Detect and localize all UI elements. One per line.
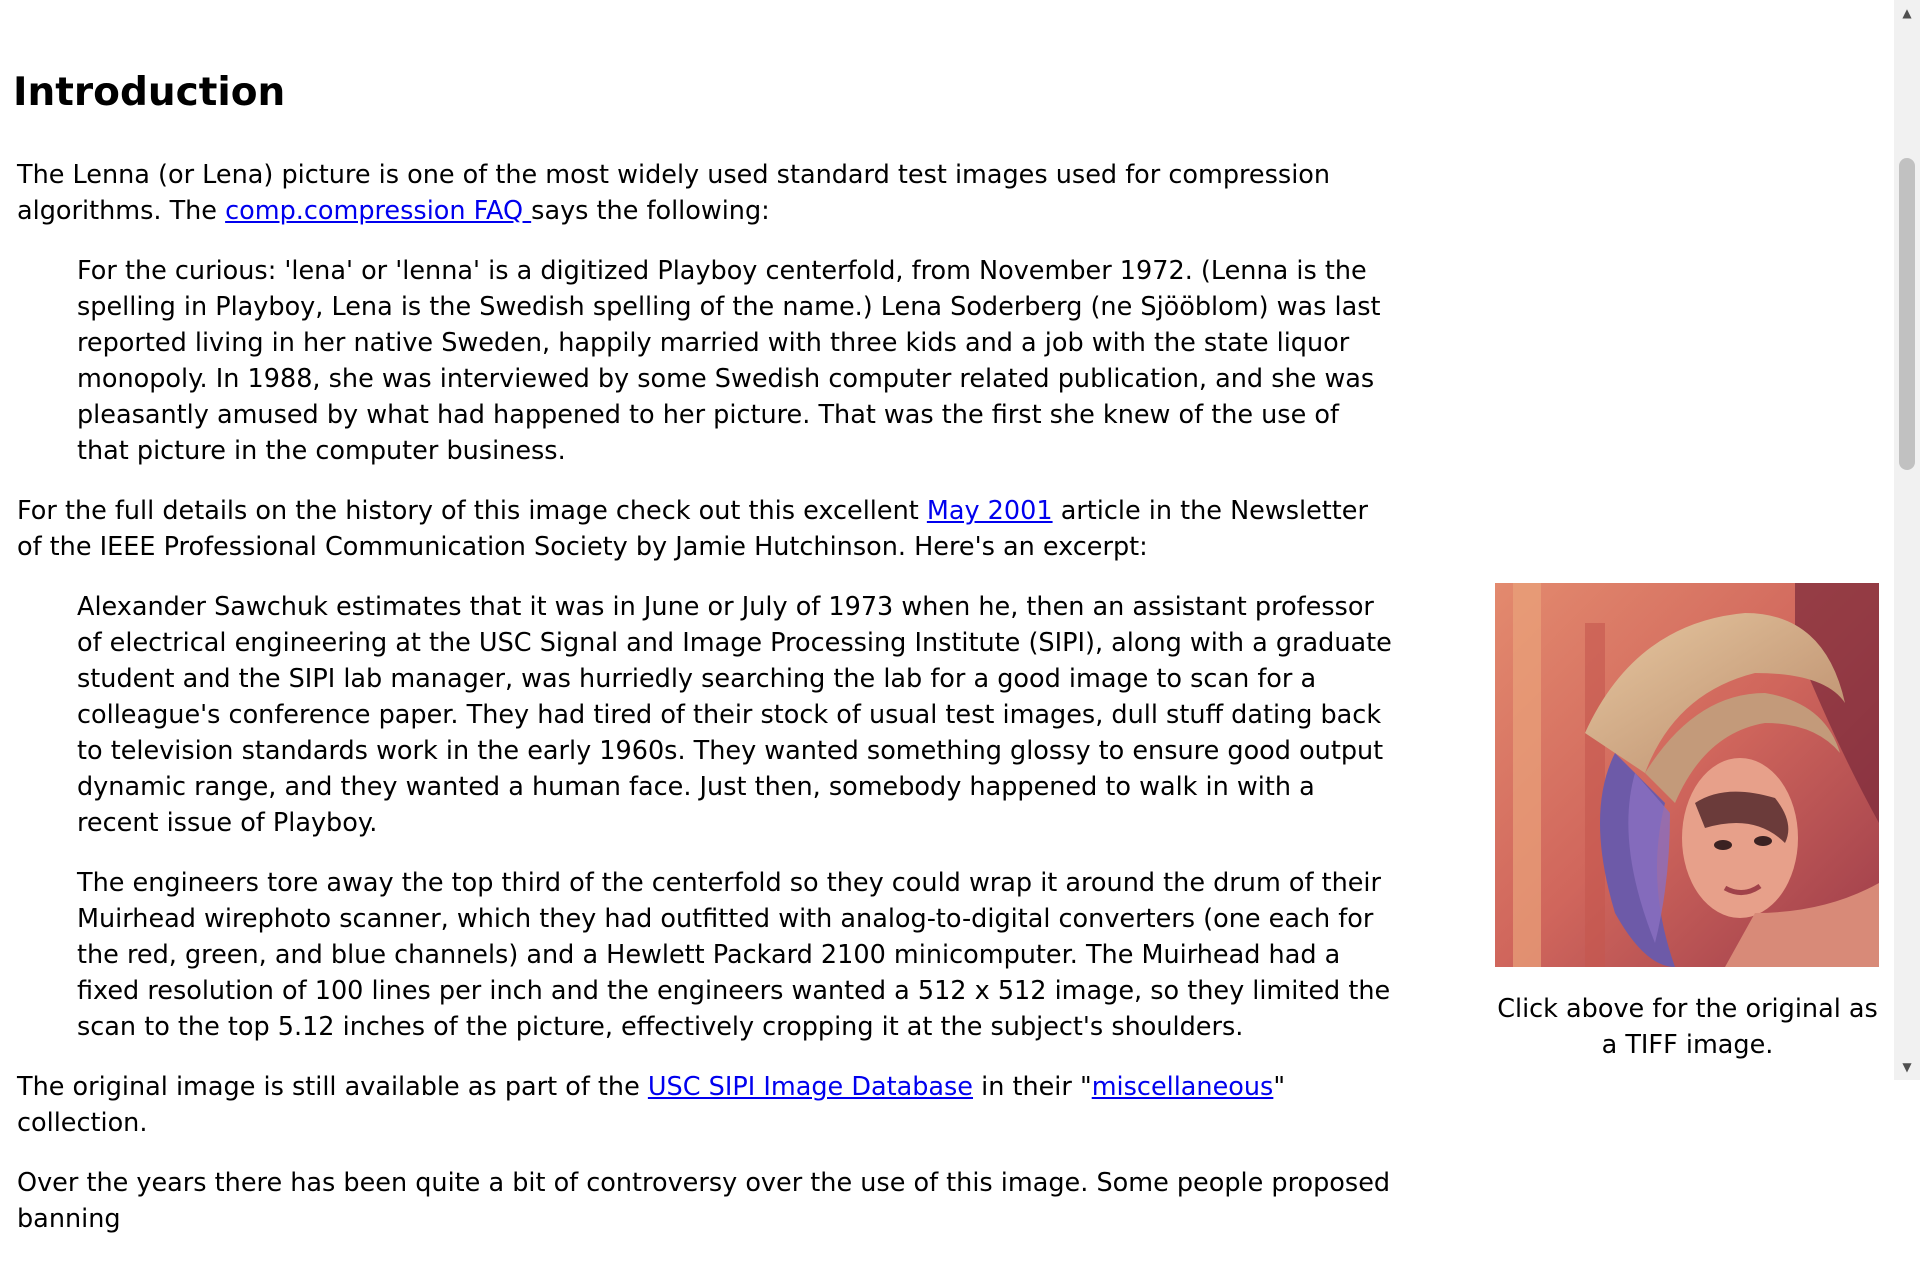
database-paragraph: [17, 1069, 1397, 1141]
comp-compression-faq-link[interactable]: comp.compression FAQ: [225, 196, 532, 226]
faq-quote-text: For the curious: 'lena' or 'lenna' is a digitized Playboy centerfold, from November 1972. (Lenna is the spelling in Playboy, Lena is the Swedish spelling of the name.) Lena Soderberg (ne Sjööblom) was last reported living in her native Sweden, happily married with three kids and a job with the state liquor monopoly. In 1988, she was interviewed by some Swedish computer related publication, and she was pleasantly amused by what had happened to her picture. That was the first she knew of the use of that picture in the computer business.: [77, 256, 1381, 466]
intro-text: The Lenna (or Lena) picture is one of the most widely used standard test images used for compression algorithms. The: [17, 160, 1331, 226]
history-text: For the full details on the history of this image check out this excellent: [17, 496, 927, 526]
vertical-scrollbar[interactable]: [1894, 0, 1920, 1080]
scrollbar-thumb[interactable]: [1899, 158, 1915, 470]
history-text-end: article in the Newsletter of the IEEE Professional Communication Society by Jamie Hutchinson. Here's an excerpt:: [17, 496, 1368, 562]
miscellaneous-link[interactable]: miscellaneous: [1091, 1072, 1274, 1102]
article-body: [13, 42, 1397, 1261]
may-2001-link[interactable]: May 2001: [926, 496, 1053, 526]
scroll-down-arrow-icon[interactable]: ▼: [1902, 1060, 1912, 1074]
intro-paragraph: [17, 157, 1397, 229]
lenna-image-link[interactable]: [1495, 583, 1879, 967]
database-text-mid: in their ": [973, 1072, 1092, 1102]
usc-sipi-database-link[interactable]: USC SIPI Image Database: [647, 1072, 973, 1102]
scroll-up-arrow-icon[interactable]: ▲: [1902, 6, 1912, 20]
lenna-image: [1495, 583, 1879, 967]
figure-caption: Click above for the original as a TIFF image.: [1497, 994, 1878, 1060]
history-paragraph: [17, 493, 1397, 565]
page-title: Introduction: [13, 70, 286, 115]
lenna-figure: [1495, 583, 1880, 1063]
excerpt-paragraph-2: The engineers tore away the top third of the centerfold so they could wrap it around the drum of their Muirhead wirephoto scanner, which they had outfitted with analog-to-digital converters (one each for the red, green, and blue channels) and a Hewlett Packard 2100 minicomputer. The Muirhead had a fixed resolution of 100 lines per inch and the engineers wanted a 512 x 512 image, so they limited the scan to the top 5.12 inches of the picture, effectively cropping it at the subject's shoulders.: [77, 868, 1391, 1042]
controversy-paragraph: Over the years there has been quite a bit of controversy over the use of this image. Some people proposed banning: [17, 1168, 1391, 1234]
faq-quote: [77, 253, 1397, 469]
excerpt-paragraph-1: Alexander Sawchuk estimates that it was in June or July of 1973 when he, then an assistant professor of electrical engineering at the USC Signal and Image Processing Institute (SIPI), along with a graduate student and the SIPI lab manager, was hurriedly searching the lab for a good image to scan for a colleague's conference paper. They had tired of their stock of usual test images, dull stuff dating back to television standards work in the early 1960s. They wanted something glossy to ensure good output dynamic range, and they wanted a human face. Just then, somebody happened to walk in with a recent issue of Playboy.: [77, 592, 1392, 838]
excerpt-quote: [77, 589, 1397, 1045]
intro-text-end: says the following:: [531, 196, 770, 226]
database-text: The original image is still available as part of the: [17, 1072, 648, 1102]
database-text-end: " collection.: [17, 1072, 1286, 1138]
